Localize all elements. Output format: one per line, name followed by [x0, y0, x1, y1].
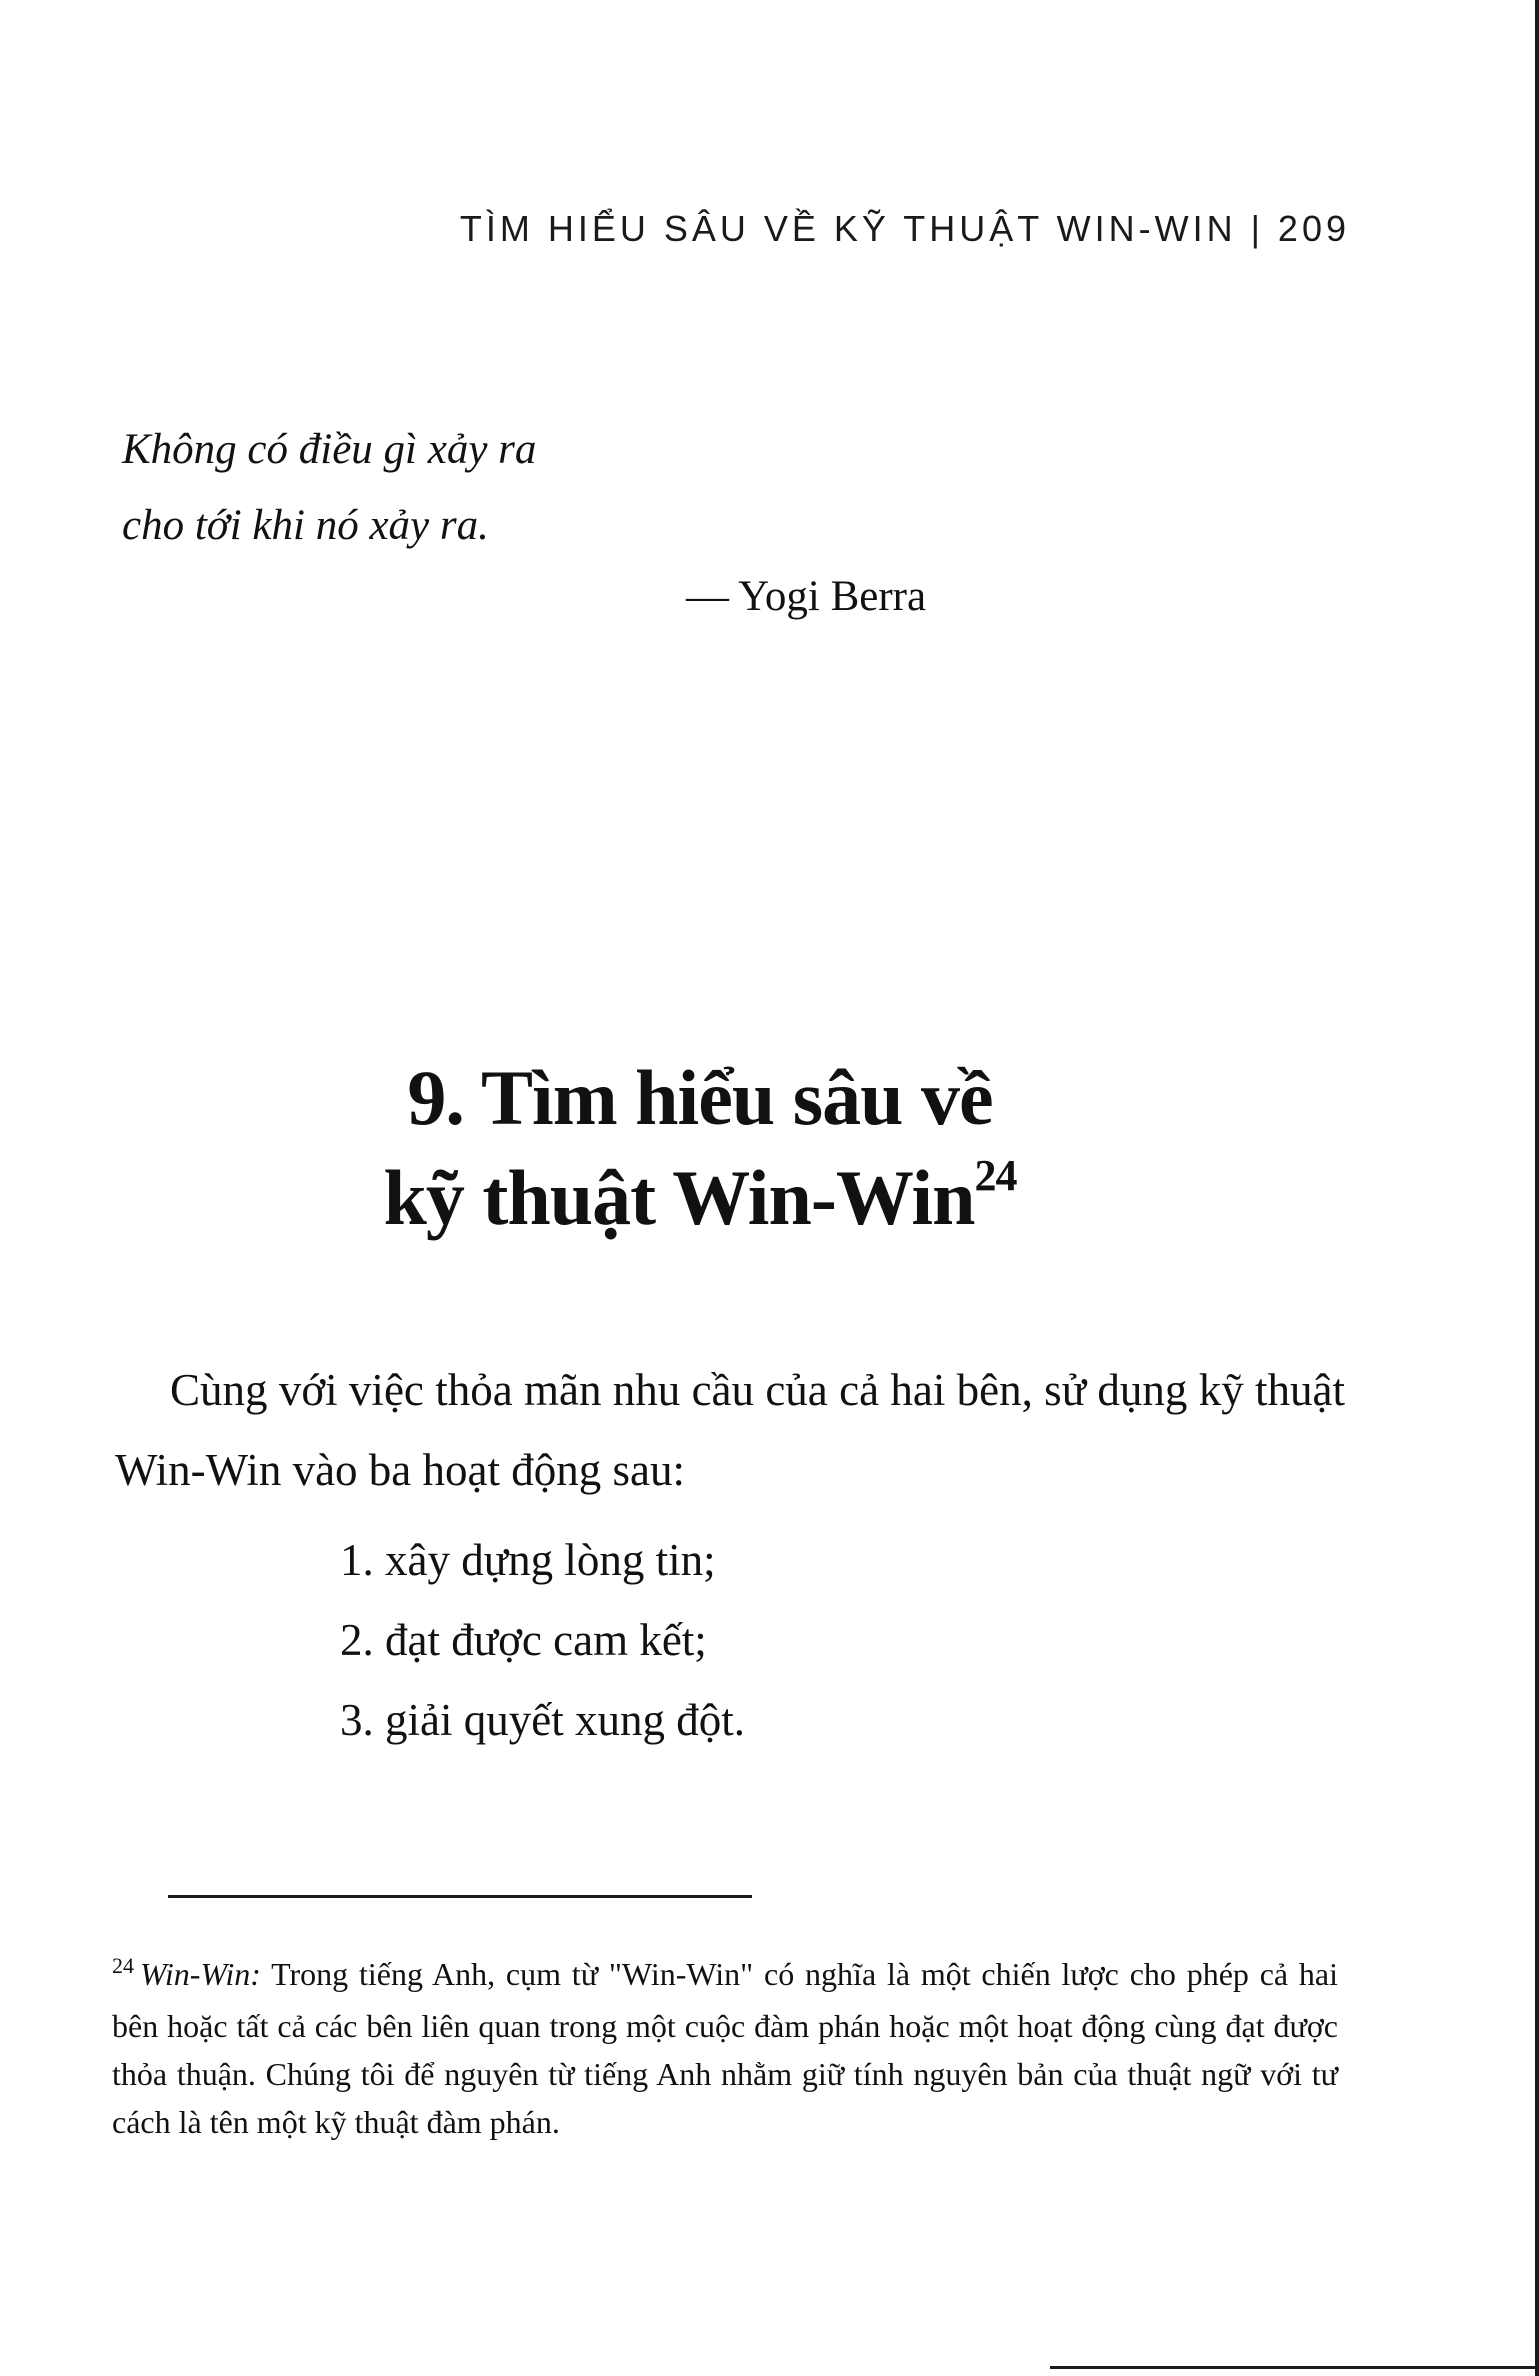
epigraph-line: Không có điều gì xảy ra	[122, 426, 537, 473]
header-separator: |	[1250, 208, 1264, 249]
epigraph-quote	[122, 412, 536, 564]
list-item: 1. xây dựng lòng tin;	[340, 1535, 716, 1585]
footnote-reference: 24	[974, 1151, 1017, 1200]
footnote-divider	[168, 1895, 752, 1898]
running-header	[420, 208, 1350, 250]
body-paragraph: Cùng với việc thỏa mãn nhu cầu của cả hai bên, sử dụng kỹ thuật Win-Win vào ba hoạt động sau:	[115, 1365, 1345, 1495]
footnote-number: 24	[112, 1953, 134, 1978]
footnote-term: Win-Win:	[140, 1956, 261, 1992]
page-number: 209	[1277, 208, 1350, 249]
chapter-title-line: 9. Tìm hiểu sâu về	[407, 1054, 993, 1141]
numbered-list	[340, 1520, 745, 1760]
chapter-title	[200, 1048, 1200, 1260]
footnote	[112, 1950, 1338, 2146]
page-bottom-mark	[1050, 2366, 1539, 2369]
footnote-text: Trong tiếng Anh, cụm từ "Win-Win" có nghĩa là một chiến lược cho phép cả hai bên hoặc tất cả các bên liên quan trong một cuộc đàm phán hoặc một hoạt động cùng đạt được thỏa thuận. Chúng tôi để nguyên từ tiếng Anh nhằm giữ tính nguyên bản của thuật ngữ với tư cách là tên một kỹ thuật đàm phán.	[112, 1956, 1338, 2140]
list-item: 2. đạt được cam kết;	[340, 1615, 707, 1665]
epigraph-line: cho tới khi nó xảy ra.	[122, 502, 489, 549]
page-edge-border	[1535, 0, 1539, 2376]
running-title: TÌM HIỂU SÂU VỀ KỸ THUẬT WIN-WIN	[459, 208, 1237, 249]
chapter-title-text: kỹ thuật Win-Win	[383, 1154, 975, 1241]
list-item: 3. giải quyết xung đột.	[340, 1695, 745, 1745]
epigraph-author: — Yogi Berra	[686, 573, 927, 620]
chapter-title-line	[200, 1148, 1200, 1260]
